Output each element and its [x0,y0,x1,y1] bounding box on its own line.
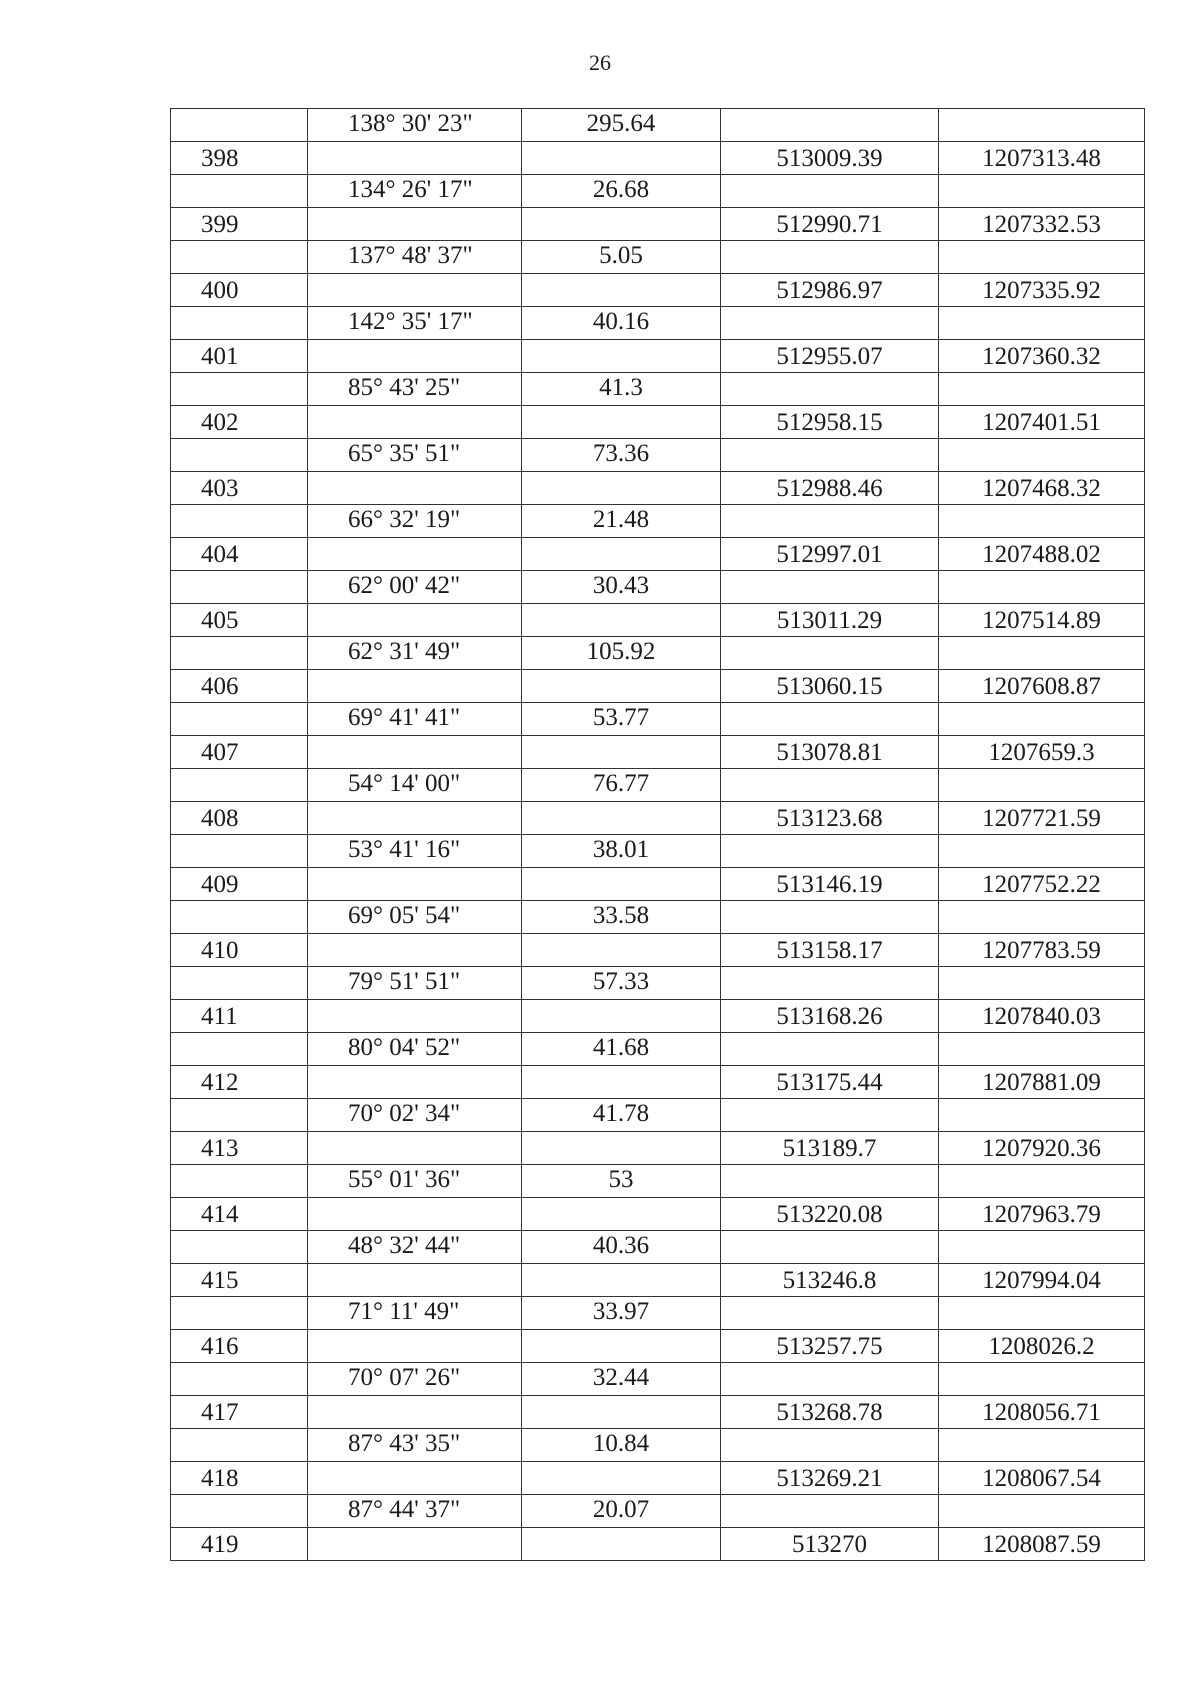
empty-cell [522,208,721,241]
empty-cell [308,1000,522,1033]
x-coordinate-cell: 1207608.87 [939,670,1145,703]
empty-cell [171,1099,308,1132]
station-row [171,274,1145,307]
x-coordinate-cell: 1207332.53 [939,208,1145,241]
empty-cell [522,406,721,439]
empty-cell [308,538,522,571]
point-number-cell: 399 [171,208,308,241]
empty-cell [171,175,308,208]
empty-cell [308,1462,522,1495]
x-coordinate-cell: 1207659.3 [939,736,1145,769]
y-coordinate-cell: 513146.19 [721,868,939,901]
distance-cell: 41.68 [522,1033,721,1066]
station-row [171,142,1145,175]
bearing-cell: 70° 07' 26" [308,1363,522,1396]
empty-cell [939,1033,1145,1066]
empty-cell [522,1330,721,1363]
distance-cell: 20.07 [522,1495,721,1528]
empty-cell [522,538,721,571]
station-row [171,1396,1145,1429]
empty-cell [171,637,308,670]
bearing-cell: 71° 11' 49" [308,1297,522,1330]
y-coordinate-cell: 513011.29 [721,604,939,637]
segment-row [171,1429,1145,1462]
x-coordinate-cell: 1207468.32 [939,472,1145,505]
empty-cell [522,472,721,505]
empty-cell [939,373,1145,406]
bearing-cell: 87° 43' 35" [308,1429,522,1462]
empty-cell [939,1165,1145,1198]
empty-cell [522,1264,721,1297]
empty-cell [939,439,1145,472]
empty-cell [308,406,522,439]
x-coordinate-cell: 1207752.22 [939,868,1145,901]
empty-cell [171,703,308,736]
empty-cell [522,1396,721,1429]
point-number-cell: 412 [171,1066,308,1099]
empty-cell [171,571,308,604]
empty-cell [721,835,939,868]
x-coordinate-cell: 1207963.79 [939,1198,1145,1231]
empty-cell [308,1198,522,1231]
distance-cell: 40.16 [522,307,721,340]
station-row [171,802,1145,835]
point-number-cell: 407 [171,736,308,769]
empty-cell [721,901,939,934]
point-number-cell: 405 [171,604,308,637]
x-coordinate-cell: 1207360.32 [939,340,1145,373]
point-number-cell: 402 [171,406,308,439]
point-number-cell: 418 [171,1462,308,1495]
bearing-cell: 69° 05' 54" [308,901,522,934]
station-row [171,538,1145,571]
segment-row [171,901,1145,934]
empty-cell [308,1396,522,1429]
distance-cell: 53.77 [522,703,721,736]
empty-cell [721,505,939,538]
empty-cell [308,1066,522,1099]
empty-cell [721,637,939,670]
empty-cell [522,736,721,769]
empty-cell [721,1165,939,1198]
point-number-cell: 413 [171,1132,308,1165]
bearing-cell: 138° 30' 23" [308,109,522,142]
segment-row [171,1231,1145,1264]
station-row [171,934,1145,967]
distance-cell: 33.97 [522,1297,721,1330]
distance-cell: 53 [522,1165,721,1198]
y-coordinate-cell: 512997.01 [721,538,939,571]
empty-cell [522,868,721,901]
distance-cell: 26.68 [522,175,721,208]
empty-cell [939,1297,1145,1330]
distance-cell: 73.36 [522,439,721,472]
empty-cell [721,1099,939,1132]
y-coordinate-cell: 513257.75 [721,1330,939,1363]
empty-cell [171,1165,308,1198]
empty-cell [721,373,939,406]
x-coordinate-cell: 1207401.51 [939,406,1145,439]
empty-cell [308,1528,522,1561]
empty-cell [308,670,522,703]
bearing-cell: 65° 35' 51" [308,439,522,472]
station-row [171,1330,1145,1363]
empty-cell [939,1231,1145,1264]
y-coordinate-cell: 513009.39 [721,142,939,175]
empty-cell [308,340,522,373]
empty-cell [522,274,721,307]
point-number-cell: 409 [171,868,308,901]
station-row [171,868,1145,901]
empty-cell [721,1495,939,1528]
distance-cell: 21.48 [522,505,721,538]
station-row [171,208,1145,241]
x-coordinate-cell: 1207488.02 [939,538,1145,571]
empty-cell [171,373,308,406]
empty-cell [308,604,522,637]
point-number-cell: 419 [171,1528,308,1561]
x-coordinate-cell: 1207881.09 [939,1066,1145,1099]
empty-cell [171,109,308,142]
bearing-cell: 142° 35' 17" [308,307,522,340]
y-coordinate-cell: 512990.71 [721,208,939,241]
point-number-cell: 403 [171,472,308,505]
point-number-cell: 411 [171,1000,308,1033]
y-coordinate-cell: 512986.97 [721,274,939,307]
empty-cell [171,1297,308,1330]
bearing-cell: 79° 51' 51" [308,967,522,1000]
station-row [171,670,1145,703]
empty-cell [939,1429,1145,1462]
y-coordinate-cell: 513268.78 [721,1396,939,1429]
y-coordinate-cell: 512958.15 [721,406,939,439]
empty-cell [721,1429,939,1462]
empty-cell [522,340,721,373]
station-row [171,340,1145,373]
station-row [171,1264,1145,1297]
distance-cell: 30.43 [522,571,721,604]
empty-cell [939,241,1145,274]
segment-row [171,373,1145,406]
x-coordinate-cell: 1208067.54 [939,1462,1145,1495]
x-coordinate-cell: 1207994.04 [939,1264,1145,1297]
empty-cell [171,439,308,472]
distance-cell: 38.01 [522,835,721,868]
bearing-cell: 70° 02' 34" [308,1099,522,1132]
point-number-cell: 401 [171,340,308,373]
empty-cell [522,1462,721,1495]
empty-cell [522,1528,721,1561]
empty-cell [939,769,1145,802]
x-coordinate-cell: 1207920.36 [939,1132,1145,1165]
segment-row [171,703,1145,736]
empty-cell [308,802,522,835]
segment-row [171,307,1145,340]
empty-cell [171,241,308,274]
point-number-cell: 404 [171,538,308,571]
table-body [171,109,1145,1561]
empty-cell [522,934,721,967]
segment-row [171,505,1145,538]
bearing-cell: 87° 44' 37" [308,1495,522,1528]
empty-cell [939,175,1145,208]
distance-cell: 295.64 [522,109,721,142]
empty-cell [522,604,721,637]
empty-cell [522,1132,721,1165]
x-coordinate-cell: 1207313.48 [939,142,1145,175]
empty-cell [171,1231,308,1264]
empty-cell [308,1132,522,1165]
x-coordinate-cell: 1207721.59 [939,802,1145,835]
x-coordinate-cell: 1208026.2 [939,1330,1145,1363]
empty-cell [939,637,1145,670]
y-coordinate-cell: 513158.17 [721,934,939,967]
bearing-cell: 62° 00' 42" [308,571,522,604]
empty-cell [171,1429,308,1462]
empty-cell [939,505,1145,538]
distance-cell: 76.77 [522,769,721,802]
distance-cell: 40.36 [522,1231,721,1264]
point-number-cell: 417 [171,1396,308,1429]
y-coordinate-cell: 513175.44 [721,1066,939,1099]
empty-cell [721,109,939,142]
empty-cell [721,241,939,274]
segment-row [171,769,1145,802]
empty-cell [721,1033,939,1066]
empty-cell [939,571,1145,604]
empty-cell [308,1264,522,1297]
y-coordinate-cell: 513246.8 [721,1264,939,1297]
point-number-cell: 408 [171,802,308,835]
empty-cell [522,670,721,703]
bearing-cell: 53° 41' 16" [308,835,522,868]
bearing-cell: 80° 04' 52" [308,1033,522,1066]
station-row [171,1462,1145,1495]
station-row [171,406,1145,439]
empty-cell [522,142,721,175]
empty-cell [939,307,1145,340]
station-row [171,1198,1145,1231]
x-coordinate-cell: 1207514.89 [939,604,1145,637]
y-coordinate-cell: 513269.21 [721,1462,939,1495]
empty-cell [308,868,522,901]
station-row [171,1000,1145,1033]
empty-cell [522,1198,721,1231]
distance-cell: 57.33 [522,967,721,1000]
x-coordinate-cell: 1208087.59 [939,1528,1145,1561]
segment-row [171,175,1145,208]
point-number-cell: 416 [171,1330,308,1363]
empty-cell [939,1099,1145,1132]
empty-cell [721,175,939,208]
survey-coordinates-table [170,108,1145,1561]
empty-cell [721,967,939,1000]
empty-cell [721,307,939,340]
point-number-cell: 400 [171,274,308,307]
segment-row [171,1297,1145,1330]
empty-cell [721,571,939,604]
y-coordinate-cell: 513060.15 [721,670,939,703]
empty-cell [721,1363,939,1396]
empty-cell [939,1363,1145,1396]
point-number-cell: 406 [171,670,308,703]
y-coordinate-cell: 513220.08 [721,1198,939,1231]
empty-cell [721,769,939,802]
bearing-cell: 69° 41' 41" [308,703,522,736]
point-number-cell: 415 [171,1264,308,1297]
empty-cell [308,472,522,505]
y-coordinate-cell: 512955.07 [721,340,939,373]
bearing-cell: 62° 31' 49" [308,637,522,670]
bearing-cell: 85° 43' 25" [308,373,522,406]
empty-cell [308,274,522,307]
empty-cell [522,802,721,835]
empty-cell [308,208,522,241]
y-coordinate-cell: 513270 [721,1528,939,1561]
segment-row [171,439,1145,472]
empty-cell [308,736,522,769]
empty-cell [939,703,1145,736]
distance-cell: 41.3 [522,373,721,406]
station-row [171,1528,1145,1561]
empty-cell [939,835,1145,868]
empty-cell [171,1363,308,1396]
empty-cell [721,1231,939,1264]
x-coordinate-cell: 1207840.03 [939,1000,1145,1033]
segment-row [171,967,1145,1000]
distance-cell: 41.78 [522,1099,721,1132]
segment-row [171,571,1145,604]
y-coordinate-cell: 513189.7 [721,1132,939,1165]
empty-cell [171,1033,308,1066]
empty-cell [171,769,308,802]
segment-row [171,1165,1145,1198]
empty-cell [171,1495,308,1528]
empty-cell [171,307,308,340]
segment-row [171,835,1145,868]
empty-cell [308,1330,522,1363]
x-coordinate-cell: 1208056.71 [939,1396,1145,1429]
bearing-cell: 66° 32' 19" [308,505,522,538]
empty-cell [308,142,522,175]
station-row [171,1066,1145,1099]
empty-cell [171,901,308,934]
segment-row [171,1363,1145,1396]
x-coordinate-cell: 1207335.92 [939,274,1145,307]
point-number-cell: 398 [171,142,308,175]
empty-cell [171,967,308,1000]
segment-row [171,109,1145,142]
y-coordinate-cell: 513168.26 [721,1000,939,1033]
empty-cell [939,901,1145,934]
empty-cell [939,109,1145,142]
empty-cell [721,1297,939,1330]
distance-cell: 10.84 [522,1429,721,1462]
point-number-cell: 410 [171,934,308,967]
segment-row [171,1099,1145,1132]
distance-cell: 105.92 [522,637,721,670]
empty-cell [522,1066,721,1099]
y-coordinate-cell: 513123.68 [721,802,939,835]
segment-row [171,1033,1145,1066]
empty-cell [171,835,308,868]
bearing-cell: 134° 26' 17" [308,175,522,208]
station-row [171,604,1145,637]
page-number: 26 [589,50,611,75]
empty-cell [721,439,939,472]
station-row [171,472,1145,505]
empty-cell [721,703,939,736]
y-coordinate-cell: 513078.81 [721,736,939,769]
bearing-cell: 54° 14' 00" [308,769,522,802]
bearing-cell: 137° 48' 37" [308,241,522,274]
x-coordinate-cell: 1207783.59 [939,934,1145,967]
bearing-cell: 55° 01' 36" [308,1165,522,1198]
empty-cell [939,967,1145,1000]
y-coordinate-cell: 512988.46 [721,472,939,505]
distance-cell: 32.44 [522,1363,721,1396]
segment-row [171,241,1145,274]
station-row [171,1132,1145,1165]
segment-row [171,637,1145,670]
empty-cell [171,505,308,538]
empty-cell [939,1495,1145,1528]
distance-cell: 33.58 [522,901,721,934]
distance-cell: 5.05 [522,241,721,274]
empty-cell [522,1000,721,1033]
bearing-cell: 48° 32' 44" [308,1231,522,1264]
point-number-cell: 414 [171,1198,308,1231]
empty-cell [308,934,522,967]
station-row [171,736,1145,769]
segment-row [171,1495,1145,1528]
